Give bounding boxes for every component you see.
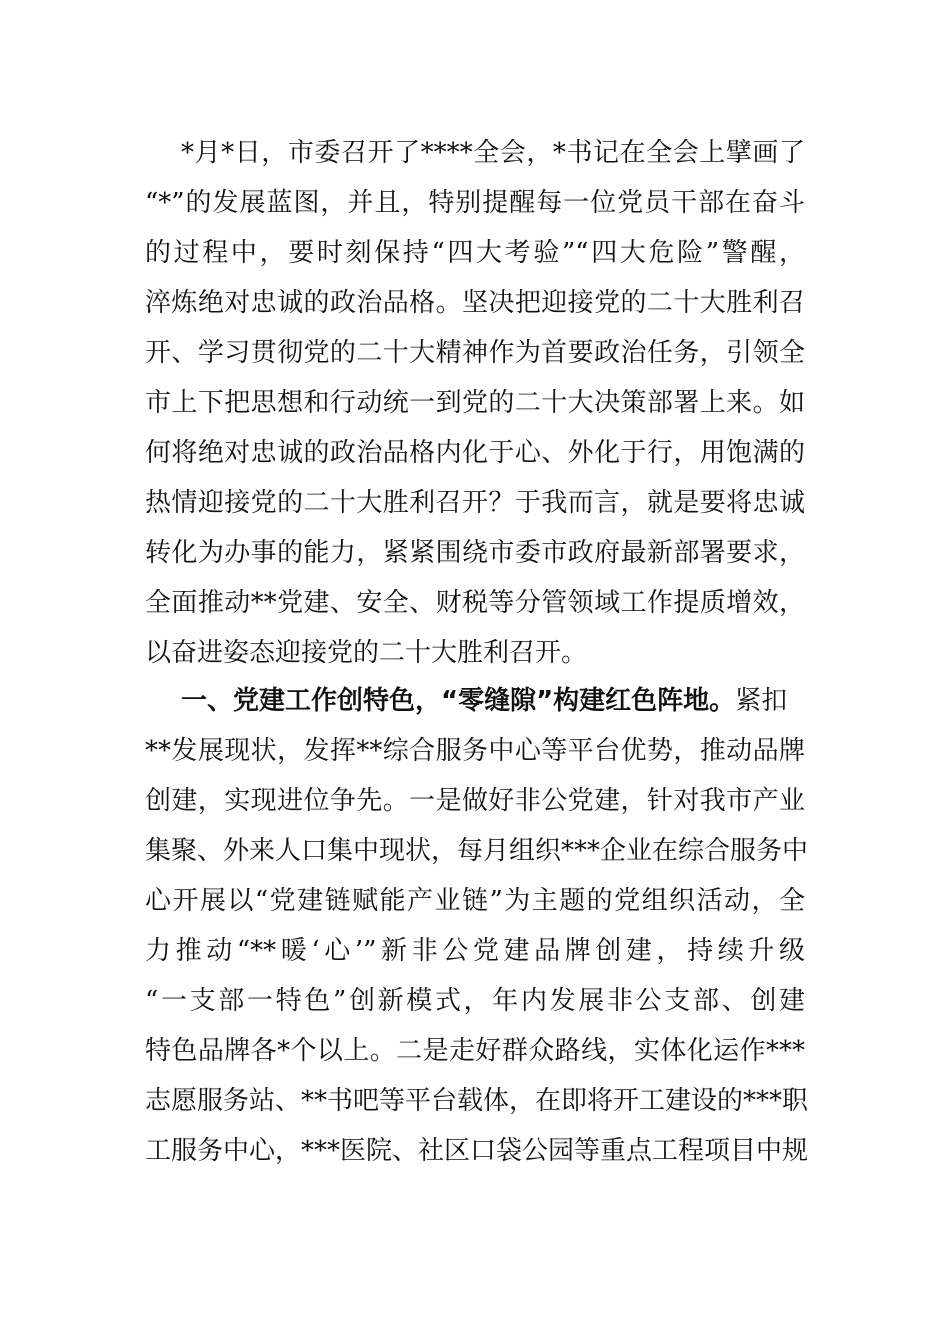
paragraph-1-line-10: 全面推动**党建、安全、财税等分管领域工作提质增效， bbox=[145, 588, 805, 618]
paragraph-1-line-2: “*”的发展蓝图，并且，特别提醒每一位党员干部在奋斗 bbox=[145, 188, 805, 218]
paragraph-2-line-3: 创建，实现进位争先。一是做好非公党建，针对我市产业 bbox=[145, 786, 805, 816]
paragraph-2-line-2: **发展现状，发挥**综合服务中心等平台优势，推动品牌 bbox=[145, 736, 805, 766]
paragraph-2-first-line-text: 紧扣 bbox=[735, 686, 788, 716]
paragraph-1-line-6: 市上下把思想和行动统一到党的二十大决策部署上来。如 bbox=[145, 388, 805, 418]
paragraph-2-line-8: 特色品牌各*个以上。二是走好群众路线，实体化运作*** bbox=[145, 1036, 805, 1066]
paragraph-1-line-8: 热情迎接党的二十大胜利召开？于我而言，就是要将忠诚 bbox=[145, 488, 805, 518]
paragraph-1-line-1: *月*日，市委召开了****全会，*书记在全会上擘画了 bbox=[181, 138, 805, 168]
paragraph-2-line-10: 工服务中心，***医院、社区口袋公园等重点工程项目中规 bbox=[145, 1136, 809, 1166]
paragraph-2-line-6: 力推动“**暖‘心’”新非公党建品牌创建，持续升级 bbox=[145, 936, 805, 966]
paragraph-2-line-7: “一支部一特色”创新模式，年内发展非公支部、创建 bbox=[145, 986, 805, 1016]
paragraph-1-line-3: 的过程中，要时刻保持“四大考验”“四大危险”警醒， bbox=[145, 238, 805, 268]
paragraph-2-line-4: 集聚、外来人口集中现状，每月组织***企业在综合服务中 bbox=[145, 836, 809, 866]
paragraph-1-line-7: 何将绝对忠诚的政治品格内化于心、外化于行，用饱满的 bbox=[145, 438, 805, 468]
paragraph-1-line-9: 转化为办事的能力，紧紧围绕市委市政府最新部署要求， bbox=[145, 538, 805, 568]
paragraph-2-line-5: 心开展以“党建链赋能产业链”为主题的党组织活动，全 bbox=[145, 886, 805, 916]
section-heading: 一、党建工作创特色，“零缝隙”构建红色阵地。 bbox=[181, 686, 736, 716]
paragraph-1-line-5: 开、学习贯彻党的二十大精神作为首要政治任务，引领全 bbox=[145, 338, 805, 368]
paragraph-1-line-11: 以奋进姿态迎接党的二十大胜利召开。 bbox=[145, 638, 588, 668]
paragraph-2-line-1 bbox=[181, 676, 805, 726]
paragraph-2-line-9: 志愿服务站、**书吧等平台载体，在即将开工建设的***职 bbox=[145, 1086, 809, 1116]
paragraph-1-line-4: 淬炼绝对忠诚的政治品格。坚决把迎接党的二十大胜利召 bbox=[145, 288, 805, 318]
